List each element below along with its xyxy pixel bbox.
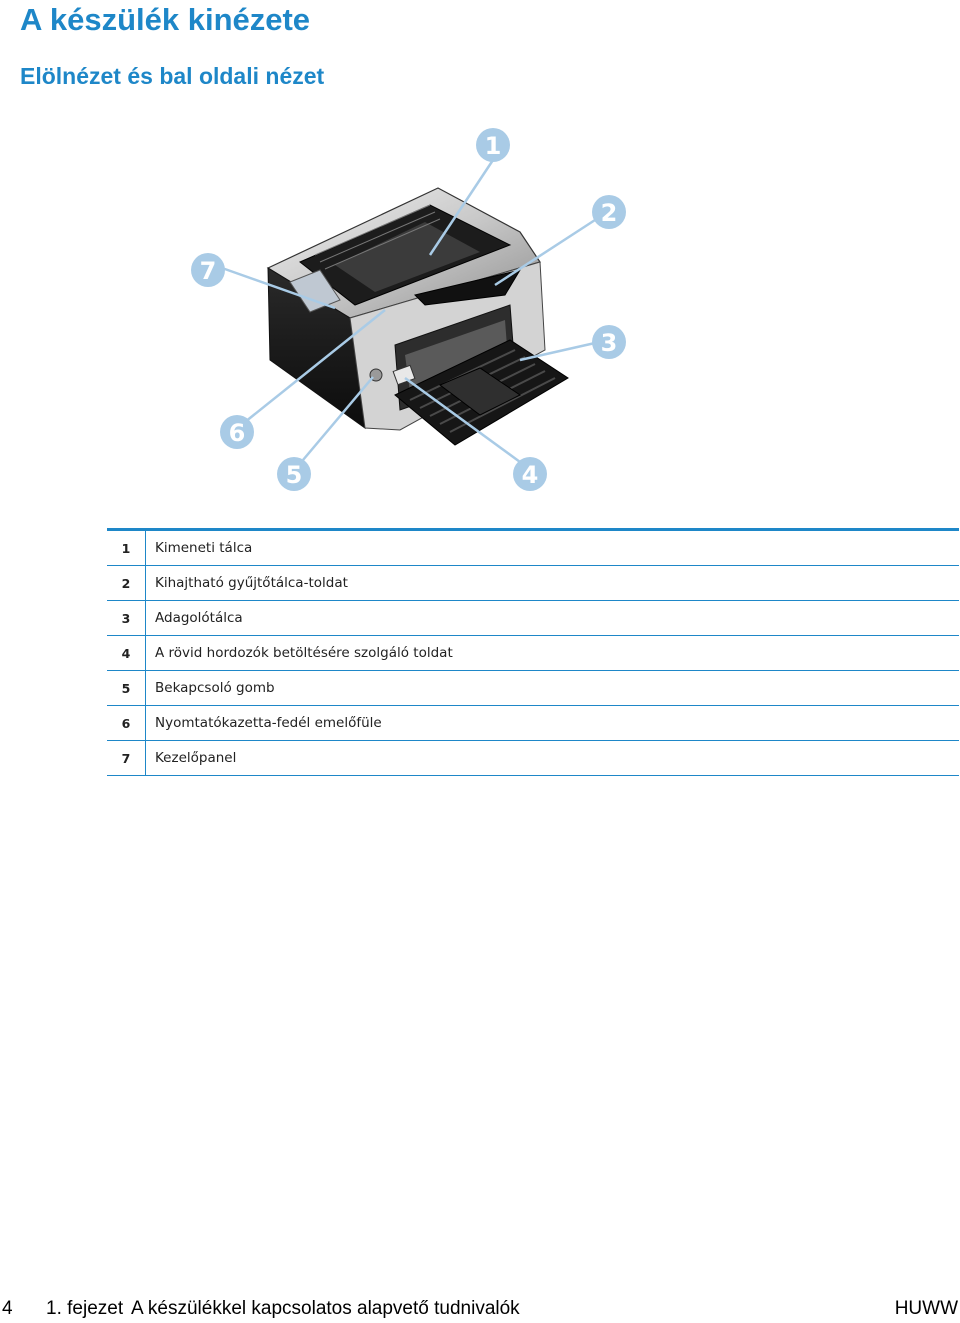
part-description: Bekapcsoló gomb	[146, 671, 960, 706]
part-description: Kimeneti tálca	[146, 530, 960, 566]
table-row	[107, 741, 959, 776]
callout-2	[592, 195, 626, 229]
part-description: Kezelőpanel	[146, 741, 960, 776]
callout-1	[476, 128, 510, 162]
table-row	[107, 706, 959, 741]
callout-5	[277, 457, 311, 491]
svg-text:1: 1	[484, 132, 502, 160]
part-number: 6	[107, 706, 146, 741]
table-row	[107, 636, 959, 671]
table-row	[107, 566, 959, 601]
page-footer	[0, 1298, 960, 1322]
part-number: 2	[107, 566, 146, 601]
part-number: 7	[107, 741, 146, 776]
page-title: A készülék kinézete	[20, 2, 311, 37]
parts-legend-table	[107, 528, 959, 776]
printer-illustration	[0, 110, 960, 510]
part-description: Nyomtatókazetta-fedél emelőfüle	[146, 706, 960, 741]
table-row	[107, 671, 959, 706]
part-description: A rövid hordozók betöltésére szolgáló toldat	[146, 636, 960, 671]
part-number: 3	[107, 601, 146, 636]
callout-4	[513, 457, 547, 491]
callout-3	[592, 325, 626, 359]
svg-text:2: 2	[600, 199, 618, 227]
printer-body	[268, 188, 568, 445]
svg-text:3: 3	[600, 329, 618, 357]
part-number: 5	[107, 671, 146, 706]
svg-text:7: 7	[199, 257, 217, 285]
page-number: 4	[2, 1298, 13, 1319]
part-number: 4	[107, 636, 146, 671]
table-row	[107, 530, 959, 566]
chapter-title: A készülékkel kapcsolatos alapvető tudnivalók	[131, 1298, 520, 1319]
part-description: Adagolótálca	[146, 601, 960, 636]
table-row	[107, 601, 959, 636]
svg-text:4: 4	[521, 461, 539, 489]
part-number: 1	[107, 530, 146, 566]
callout-6	[220, 415, 254, 449]
callout-7	[191, 253, 225, 287]
svg-text:6: 6	[228, 419, 246, 447]
section-subtitle: Elölnézet és bal oldali nézet	[20, 63, 325, 89]
part-description: Kihajtható gyűjtőtálca-toldat	[146, 566, 960, 601]
svg-text:5: 5	[285, 461, 303, 489]
chapter-label: 1. fejezet	[46, 1298, 124, 1319]
document-code: HUWW	[894, 1298, 958, 1319]
